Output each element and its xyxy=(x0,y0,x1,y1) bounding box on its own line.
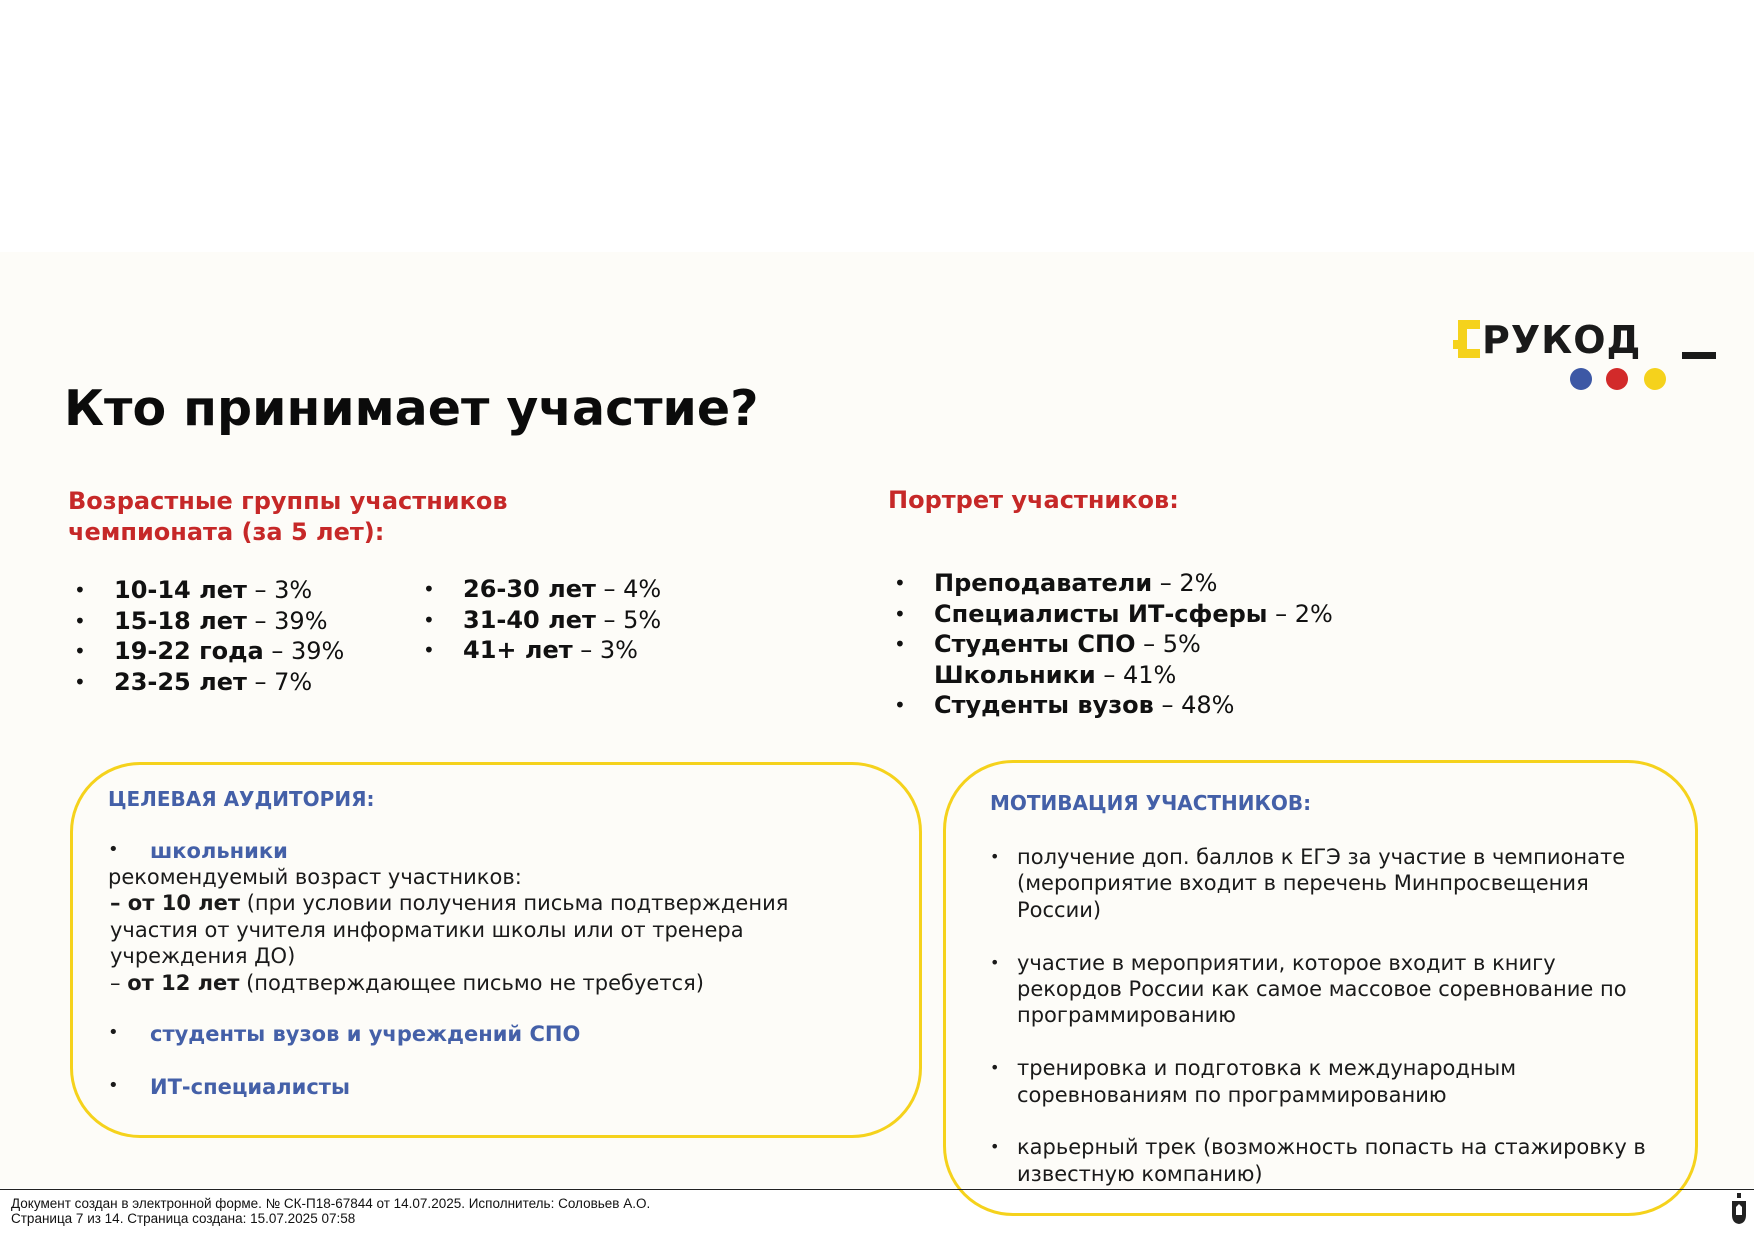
list-item xyxy=(888,690,1333,721)
list-item xyxy=(68,606,344,637)
list-item: • карьерный трек (возможность попасть на стажировку в известную компанию) xyxy=(990,1134,1650,1187)
target-age-line-b: участия от учителя информатики школы или от тренера xyxy=(110,918,744,942)
age-label: 10-14 лет xyxy=(114,576,247,604)
portrait-label: Школьники xyxy=(934,660,1096,689)
list-item xyxy=(68,636,344,667)
logo-underscore xyxy=(1682,352,1716,359)
target-age-line-c: учреждения ДО) xyxy=(110,944,296,968)
age-label: 31-40 лет xyxy=(463,605,596,634)
age-value: – 39% xyxy=(263,637,345,665)
age-groups-list-right xyxy=(417,574,661,666)
footer-divider xyxy=(0,1189,1754,1190)
list-item: • тренировка и подготовка к международным соревнованиям по программированию xyxy=(990,1055,1650,1108)
logo-dot-yellow xyxy=(1644,368,1666,390)
age-value: – 3% xyxy=(572,636,638,664)
bullet-dot: • xyxy=(108,839,119,860)
age-value: – 3% xyxy=(246,576,313,604)
age-value: – 7% xyxy=(246,667,313,696)
list-item xyxy=(417,635,661,666)
target-bullet-label: студенты вузов и учреждений СПО xyxy=(150,1022,581,1046)
age-groups-list-left xyxy=(68,575,344,697)
portrait-list xyxy=(888,568,1333,721)
page-title: Кто принимает участие? xyxy=(64,380,759,437)
target-bullet-label: школьники xyxy=(150,839,288,863)
age-groups-heading xyxy=(68,486,508,548)
age-groups-heading-line1: Возрастные группы участников xyxy=(68,487,508,515)
list-spacer xyxy=(990,923,1650,949)
logo-text: РУКОД xyxy=(1482,318,1642,362)
portrait-heading: Портрет участников: xyxy=(888,486,1179,514)
list-item xyxy=(888,568,1333,599)
logo-dot-blue xyxy=(1570,368,1592,390)
portrait-label: Преподаватели xyxy=(934,569,1153,597)
list-item: • получение доп. баллов к ЕГЭ за участие в чемпионате (мероприятие входит в перечень Минпросвещения России) xyxy=(990,844,1650,923)
list-item xyxy=(888,660,1333,691)
portrait-value: – 5% xyxy=(1135,630,1201,658)
target-age-from-12: от 12 лет xyxy=(127,971,240,995)
age-label: 19-22 года xyxy=(114,637,264,665)
list-item: • участие в мероприятии, которое входит в книгу рекордов России как самое массовое соревнование по программированию xyxy=(990,950,1650,1029)
age-label: 41+ лет xyxy=(463,636,573,664)
list-spacer xyxy=(990,1108,1650,1134)
list-item xyxy=(888,629,1333,660)
age-label: 15-18 лет xyxy=(114,606,247,635)
age-groups-heading-line2: чемпионата (за 5 лет): xyxy=(68,518,385,546)
portrait-value: – 48% xyxy=(1153,691,1235,719)
portrait-value: – 2% xyxy=(1152,569,1218,597)
portrait-value: – 2% xyxy=(1267,599,1333,628)
logo-dot-red xyxy=(1606,368,1628,390)
target-age-intro: рекомендуемый возраст участников: xyxy=(108,865,522,889)
motivation-list xyxy=(990,844,1650,1187)
target-age-from-10: – от 10 лет xyxy=(110,891,241,915)
list-item xyxy=(417,605,661,636)
target-age-line-d xyxy=(110,970,704,996)
list-item xyxy=(417,574,661,605)
bullet-dot: • xyxy=(108,1075,119,1096)
portrait-label: Специалисты ИТ-сферы xyxy=(934,599,1268,628)
portrait-label: Студенты вузов xyxy=(934,691,1154,719)
document-footer xyxy=(11,1196,650,1226)
footer-line2: Страница 7 из 14. Страница создана: 15.07.2025 07:58 xyxy=(11,1211,356,1226)
logo-bracket-icon xyxy=(1458,320,1480,358)
age-label: 23-25 лет xyxy=(114,667,247,696)
coat-of-arms-icon xyxy=(1730,1193,1748,1225)
portrait-label: Студенты СПО xyxy=(934,630,1136,658)
list-item xyxy=(68,575,344,606)
target-audience-heading: ЦЕЛЕВАЯ АУДИТОРИЯ: xyxy=(108,787,375,811)
list-item xyxy=(888,599,1333,630)
footer-line1: Документ создан в электронной форме. № СК-П18-67844 от 14.07.2025. Исполнитель: Соловьев А.О. xyxy=(11,1196,651,1211)
target-age-line-d-rest: (подтверждающее письмо не требуется) xyxy=(239,971,704,995)
age-value: – 5% xyxy=(595,605,662,634)
list-item xyxy=(68,667,344,698)
target-age-line-a-rest: (при условии получения письма подтверждения xyxy=(240,891,789,915)
target-bullet-label: ИТ-специалисты xyxy=(150,1075,350,1099)
target-age-line-d-dash: – xyxy=(110,971,128,995)
rukod-logo xyxy=(1458,318,1718,394)
age-label: 26-30 лет xyxy=(463,575,596,603)
motivation-heading: МОТИВАЦИЯ УЧАСТНИКОВ: xyxy=(990,791,1312,815)
age-value: – 4% xyxy=(595,575,662,603)
bullet-dot: • xyxy=(108,1022,119,1043)
age-value: – 39% xyxy=(246,606,328,635)
list-spacer xyxy=(990,1029,1650,1055)
target-age-line-a xyxy=(110,890,788,916)
portrait-value: – 41% xyxy=(1095,660,1177,689)
